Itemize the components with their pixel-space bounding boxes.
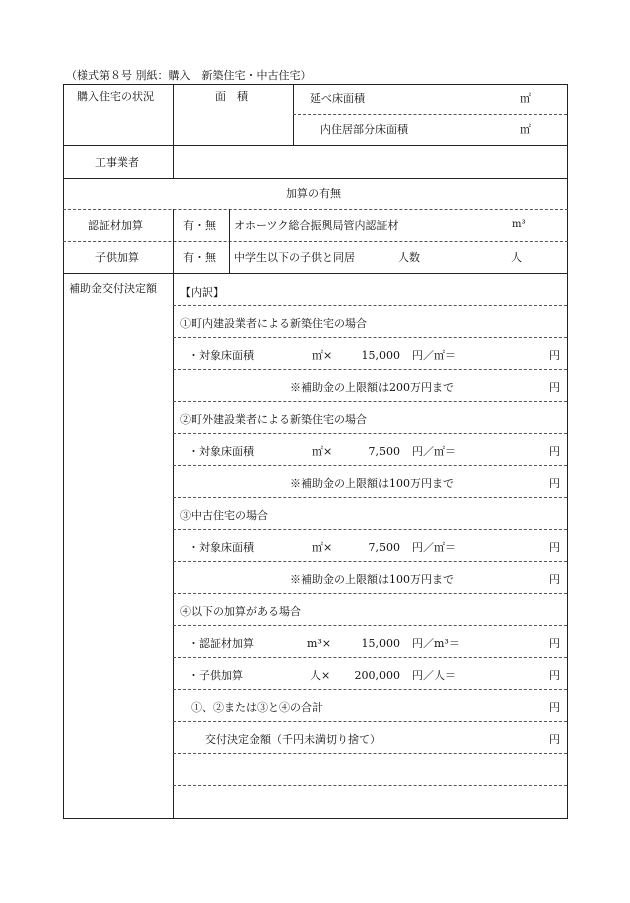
case2-prefix: ・対象床面積 <box>188 445 254 458</box>
decision-amount-label: 交付決定金額（千円未満切り捨て） <box>205 733 381 746</box>
area-field[interactable] <box>175 108 291 142</box>
case4-cert-amount-input[interactable] <box>470 629 546 655</box>
subsidy-row-separator <box>173 721 567 722</box>
case1-note: ※補助金の上限額は200万円まで <box>290 381 454 394</box>
case3-yen: 円 <box>549 541 560 554</box>
case3-unit: ㎡× <box>312 541 333 554</box>
purchased-house-status-label: 購入住宅の状況 <box>77 90 154 103</box>
subsidy-row-separator <box>173 657 567 658</box>
case4-cert-volume-input[interactable] <box>262 629 306 655</box>
case1-amount-input[interactable] <box>470 341 546 367</box>
case4-heading: ④以下の加算がある場合 <box>180 605 301 618</box>
row-separator <box>63 273 568 274</box>
total-label: ①、②または③と④の合計 <box>191 701 323 714</box>
case4-child-rate: 200,000 <box>354 669 400 682</box>
subsidy-row-separator <box>173 337 567 338</box>
case4-child-per: 円／人＝ <box>412 669 456 682</box>
case4-cert-rate: 15,000 <box>361 637 400 650</box>
table-left-border <box>63 84 64 819</box>
child-addition-label: 子供加算 <box>95 251 139 264</box>
case2-unit: ㎡× <box>312 445 333 458</box>
label-column-divider <box>173 209 174 819</box>
case1-note-yen: 円 <box>549 381 560 394</box>
label-column-divider <box>173 84 174 178</box>
contractor-field[interactable] <box>175 147 565 176</box>
case1-rate: 15,000 <box>361 349 400 362</box>
residential-floor-unit: ㎡ <box>520 123 531 136</box>
case3-heading: ③中古住宅の場合 <box>180 509 268 522</box>
total-floor-area-field[interactable] <box>400 88 510 108</box>
row-separator <box>63 178 568 179</box>
subsidy-row-separator <box>173 369 567 370</box>
subsidy-row-separator <box>173 529 567 530</box>
case4-cert-yen: 円 <box>549 637 560 650</box>
total-floor-unit: ㎡ <box>520 92 531 105</box>
subsidy-row-separator <box>173 689 567 690</box>
subsidy-row-separator <box>173 753 567 754</box>
case4-child-amount-input[interactable] <box>470 661 546 687</box>
area-separator <box>293 114 567 115</box>
row-separator <box>63 145 568 146</box>
table-top-border <box>63 84 568 85</box>
certified-material-label: 認証材加算 <box>88 219 143 232</box>
subsidy-row-separator <box>173 497 567 498</box>
subsidy-row-separator <box>173 785 567 786</box>
case2-yen: 円 <box>549 445 560 458</box>
case3-note-yen: 円 <box>549 573 560 586</box>
residential-floor-area-label: 内住居部分床面積 <box>320 123 408 136</box>
residential-floor-area-field[interactable] <box>420 119 510 139</box>
case1-heading: ①町内建設業者による新築住宅の場合 <box>180 317 367 330</box>
child-yesno[interactable]: 有・無 <box>183 251 216 264</box>
case3-rate: 7,500 <box>368 541 400 554</box>
case4-child-yen: 円 <box>549 669 560 682</box>
case2-note-yen: 円 <box>549 477 560 490</box>
case3-note: ※補助金の上限額は100万円まで <box>290 573 454 586</box>
case4-child-count-input[interactable] <box>262 661 308 687</box>
certified-yesno[interactable]: 有・無 <box>183 219 216 232</box>
subsidy-row-separator <box>173 465 567 466</box>
addition-header: 加算の有無 <box>286 187 341 200</box>
case2-heading: ②町外建設業者による新築住宅の場合 <box>180 413 367 426</box>
decision-amount-input[interactable] <box>440 725 546 751</box>
case1-prefix: ・対象床面積 <box>188 349 254 362</box>
subsidy-amount-label: 補助金交付決定額 <box>69 282 157 295</box>
case1-area-input[interactable] <box>262 341 310 367</box>
subsidy-row-separator <box>173 561 567 562</box>
yesno-column-divider <box>229 209 230 273</box>
case1-per: 円／㎡＝ <box>412 349 456 362</box>
subsidy-row-separator <box>173 433 567 434</box>
row-separator <box>63 209 568 210</box>
case2-rate: 7,500 <box>368 445 400 458</box>
case3-area-input[interactable] <box>262 533 310 559</box>
case1-yen: 円 <box>549 349 560 362</box>
case3-per: 円／㎡＝ <box>412 541 456 554</box>
case2-note: ※補助金の上限額は100万円まで <box>290 477 454 490</box>
certified-description: オホーツク総合振興局管内認証材 <box>234 219 399 232</box>
child-unit: 人 <box>511 251 522 264</box>
child-description: 中学生以下の子供と同居 <box>234 251 355 264</box>
table-right-border <box>567 84 568 819</box>
case2-area-input[interactable] <box>262 437 310 463</box>
case4-cert-unit: m³× <box>307 637 332 650</box>
breakdown-heading: 【内訳】 <box>180 286 224 299</box>
case4-child-prefix: ・子供加算 <box>188 669 243 682</box>
area-label: 面 積 <box>215 90 248 103</box>
row-separator <box>63 241 568 242</box>
form-title: （様式第８号 別紙：購入 新築住宅・中古住宅） <box>66 69 312 82</box>
subsidy-row-separator <box>173 593 567 594</box>
case4-child-unit: 人× <box>310 669 331 682</box>
case2-per: 円／㎡＝ <box>412 445 456 458</box>
contractor-label: 工事業者 <box>95 156 139 169</box>
certified-unit: m³ <box>512 219 526 230</box>
decision-yen: 円 <box>549 733 560 746</box>
total-floor-area-label: 延べ床面積 <box>310 92 365 105</box>
case3-amount-input[interactable] <box>470 533 546 559</box>
case2-amount-input[interactable] <box>470 437 546 463</box>
case4-cert-per: 円／m³＝ <box>412 637 460 650</box>
table-bottom-border <box>63 818 568 819</box>
subsidy-row-separator <box>173 401 567 402</box>
subsidy-row-separator <box>173 625 567 626</box>
total-yen: 円 <box>549 701 560 714</box>
case3-prefix: ・対象床面積 <box>188 541 254 554</box>
subsidy-row-separator <box>173 305 567 306</box>
case1-unit: ㎡× <box>312 349 333 362</box>
total-amount-input[interactable] <box>440 693 546 719</box>
case4-cert-prefix: ・認証材加算 <box>188 637 254 650</box>
child-count-label: 人数 <box>398 251 420 264</box>
